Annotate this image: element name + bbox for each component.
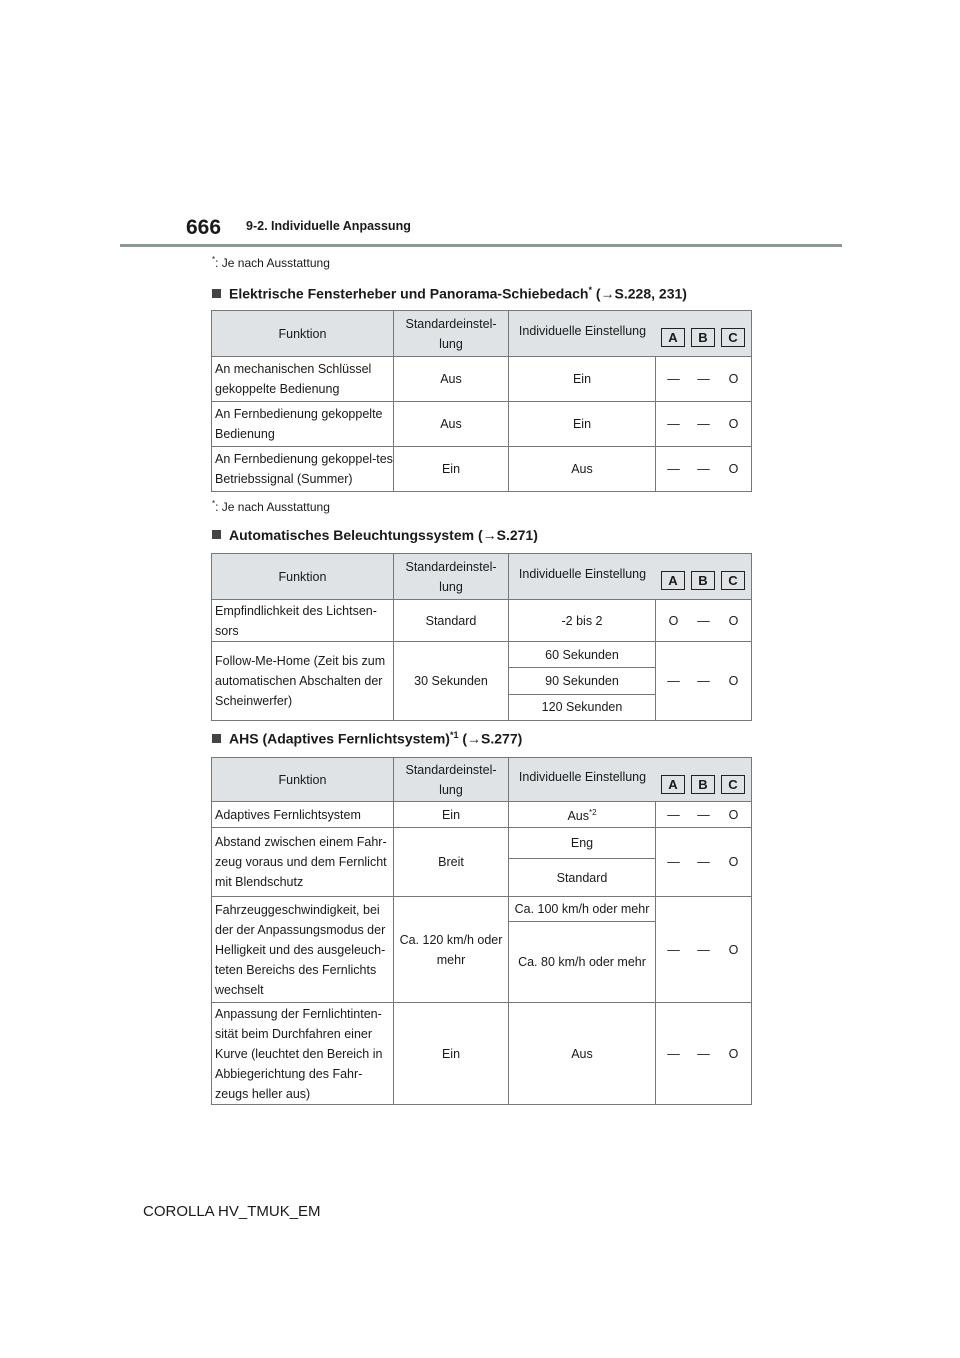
section-ref: (→S.228, 231) xyxy=(595,285,687,302)
bullet-square-icon xyxy=(212,530,221,539)
cell-a: — xyxy=(667,462,680,476)
cell-b: — xyxy=(697,417,710,431)
cell-b: — xyxy=(697,942,710,957)
table-row xyxy=(212,802,752,828)
cell-individual: Ein xyxy=(509,357,656,402)
cell-a: — xyxy=(667,807,680,822)
cell-default: Aus xyxy=(394,402,509,447)
page-number: 666 xyxy=(186,216,222,239)
settings-table-lighting xyxy=(211,553,752,721)
option-item: 60 Sekunden xyxy=(509,642,655,668)
cell-abc xyxy=(656,828,752,897)
header-default xyxy=(394,311,509,357)
cell-c: O xyxy=(728,855,739,869)
cell-b: — xyxy=(697,855,710,869)
cell-individual-text: Aus xyxy=(567,809,589,824)
table-row xyxy=(212,897,752,1003)
cell-default: Ein xyxy=(394,447,509,492)
footnote-text: : Je nach Ausstattung xyxy=(215,500,330,514)
cell-c: O xyxy=(728,674,739,688)
cell-a: — xyxy=(667,417,680,431)
cell-b: — xyxy=(697,674,710,688)
settings-table-ahs xyxy=(211,757,752,1105)
cell-individual xyxy=(509,802,656,828)
chapter-title: 9-2. Individuelle Anpassung xyxy=(246,219,411,233)
cell-b: — xyxy=(697,372,710,386)
cell-default: 30 Sekunden xyxy=(394,642,509,721)
cell-c: O xyxy=(728,942,739,957)
cell-function: Follow-Me-Home (Zeit bis zum automatischen Abschalten der Scheinwerfer) xyxy=(212,642,394,721)
cell-b: — xyxy=(697,807,710,822)
cell-abc xyxy=(656,642,752,721)
cell-a: — xyxy=(667,1046,680,1061)
section-title-text: Elektrische Fensterheber und Panorama-Schiebedach xyxy=(229,285,589,302)
box-a: A xyxy=(661,775,685,794)
cell-a: — xyxy=(667,855,680,869)
cell-a: — xyxy=(667,372,680,386)
table-row xyxy=(212,1003,752,1105)
cell-default: Aus xyxy=(394,357,509,402)
cell-options xyxy=(509,642,656,721)
abc-boxes xyxy=(661,328,745,347)
cell-c: O xyxy=(728,462,739,476)
option-item: Ca. 100 km/h oder mehr xyxy=(509,897,655,922)
header-individual-text: Individuelle Einstellung xyxy=(518,769,647,784)
header-default-text: Standardeinstel-lung xyxy=(405,762,497,797)
footnote xyxy=(212,255,330,270)
option-item: Standard xyxy=(556,870,608,885)
cell-abc xyxy=(656,402,752,447)
option-item: Eng xyxy=(509,828,655,859)
cell-individual: -2 bis 2 xyxy=(509,600,656,642)
cell-function: Empfindlichkeit des Lichtsen-sors xyxy=(212,600,394,642)
table-row xyxy=(212,600,752,642)
cell-function: An mechanischen Schlüssel gekoppelte Bedienung xyxy=(212,357,394,402)
table-row xyxy=(212,828,752,897)
cell-c: O xyxy=(728,613,739,628)
box-c: C xyxy=(721,328,745,347)
table-row xyxy=(212,447,752,492)
cell-abc xyxy=(656,600,752,642)
cell-individual: Ein xyxy=(509,402,656,447)
cell-function: Fahrzeuggeschwindigkeit, bei der der Anpassungsmodus der Helligkeit und des ausgeleuch-teten Bereichs des Fernlichts wechselt xyxy=(212,897,394,1003)
table-header-row xyxy=(212,554,752,600)
header-function: Funktion xyxy=(212,758,394,802)
option-item: 90 Sekunden xyxy=(509,668,655,694)
cell-default: Breit xyxy=(394,828,509,897)
section-title-ahs xyxy=(212,730,522,747)
cell-function: Adaptives Fernlichtsystem xyxy=(212,802,394,828)
table-row xyxy=(212,642,752,721)
cell-default: Ca. 120 km/h oder mehr xyxy=(394,897,509,1003)
cell-abc xyxy=(656,802,752,828)
section-title-text: AHS (Adaptives Fernlichtsystem) xyxy=(229,730,450,747)
cell-individual-sup: *2 xyxy=(588,807,597,817)
footnote-marker: * xyxy=(212,499,216,508)
option-item: 120 Sekunden xyxy=(541,700,623,715)
table-row xyxy=(212,357,752,402)
abc-boxes xyxy=(661,571,745,590)
cell-b: — xyxy=(697,1046,710,1061)
header-individual xyxy=(509,311,752,357)
box-c: C xyxy=(721,775,745,794)
table-header-row xyxy=(212,311,752,357)
cell-c: O xyxy=(728,417,739,431)
box-b: B xyxy=(691,328,715,347)
header-individual-text: Individuelle Einstellung xyxy=(518,323,647,338)
cell-default: Standard xyxy=(394,600,509,642)
header-rule xyxy=(120,244,842,247)
header-individual xyxy=(509,554,752,600)
cell-abc xyxy=(656,357,752,402)
footer-model-code: COROLLA HV_TMUK_EM xyxy=(143,1203,321,1220)
table-header-row xyxy=(212,758,752,802)
cell-c: O xyxy=(728,372,739,386)
section-ref: (→S.277) xyxy=(462,730,523,747)
cell-individual: Aus xyxy=(509,1003,656,1105)
box-b: B xyxy=(691,775,715,794)
bullet-square-icon xyxy=(212,734,221,743)
cell-b: — xyxy=(697,613,710,628)
header-individual-text: Individuelle Einstellung xyxy=(518,566,647,581)
header-individual xyxy=(509,758,752,802)
section-title-text: Automatisches Beleuchtungssystem xyxy=(229,527,475,543)
section-title-sup: *1 xyxy=(449,730,459,740)
abc-boxes xyxy=(661,775,745,794)
header-default xyxy=(394,554,509,600)
cell-options xyxy=(509,828,656,897)
cell-a: — xyxy=(667,674,680,688)
cell-options xyxy=(509,897,656,1003)
cell-a: — xyxy=(667,942,680,957)
header-function: Funktion xyxy=(212,311,394,357)
cell-a: O xyxy=(668,613,679,628)
box-a: A xyxy=(661,571,685,590)
header-default-text: Standardeinstel-lung xyxy=(405,559,497,594)
section-ref: (→S.271) xyxy=(477,527,538,543)
table-row xyxy=(212,402,752,447)
box-a: A xyxy=(661,328,685,347)
settings-table-windows xyxy=(211,310,752,492)
cell-default: Ein xyxy=(394,1003,509,1105)
cell-default: Ein xyxy=(394,802,509,828)
header-default-text: Standardeinstel-lung xyxy=(405,316,497,351)
footnote xyxy=(212,499,330,514)
cell-b: — xyxy=(697,462,710,476)
option-item: Ca. 80 km/h oder mehr xyxy=(518,955,646,969)
cell-function: Abstand zwischen einem Fahr-zeug voraus und dem Fernlicht mit Blendschutz xyxy=(212,828,394,897)
header-function: Funktion xyxy=(212,554,394,600)
section-title-lighting xyxy=(212,527,538,543)
footnote-marker: * xyxy=(212,255,216,264)
bullet-square-icon xyxy=(212,289,221,298)
cell-c: O xyxy=(728,807,739,822)
cell-individual: Aus xyxy=(509,447,656,492)
header-default xyxy=(394,758,509,802)
section-title-windows xyxy=(212,285,687,302)
cell-function: An Fernbedienung gekoppel-tes Betriebssignal (Summer) xyxy=(212,447,394,492)
cell-function: An Fernbedienung gekoppelte Bedienung xyxy=(212,402,394,447)
box-c: C xyxy=(721,571,745,590)
cell-abc xyxy=(656,447,752,492)
cell-c: O xyxy=(728,1046,739,1061)
cell-abc xyxy=(656,1003,752,1105)
section-title-sup: * xyxy=(588,285,592,295)
cell-abc xyxy=(656,897,752,1003)
box-b: B xyxy=(691,571,715,590)
cell-function: Anpassung der Fernlichtinten-sität beim Durchfahren einer Kurve (leuchtet den Bereich in Abbiegerichtung des Fahr-zeugs heller aus) xyxy=(212,1003,394,1105)
footnote-text: : Je nach Ausstattung xyxy=(215,256,330,270)
